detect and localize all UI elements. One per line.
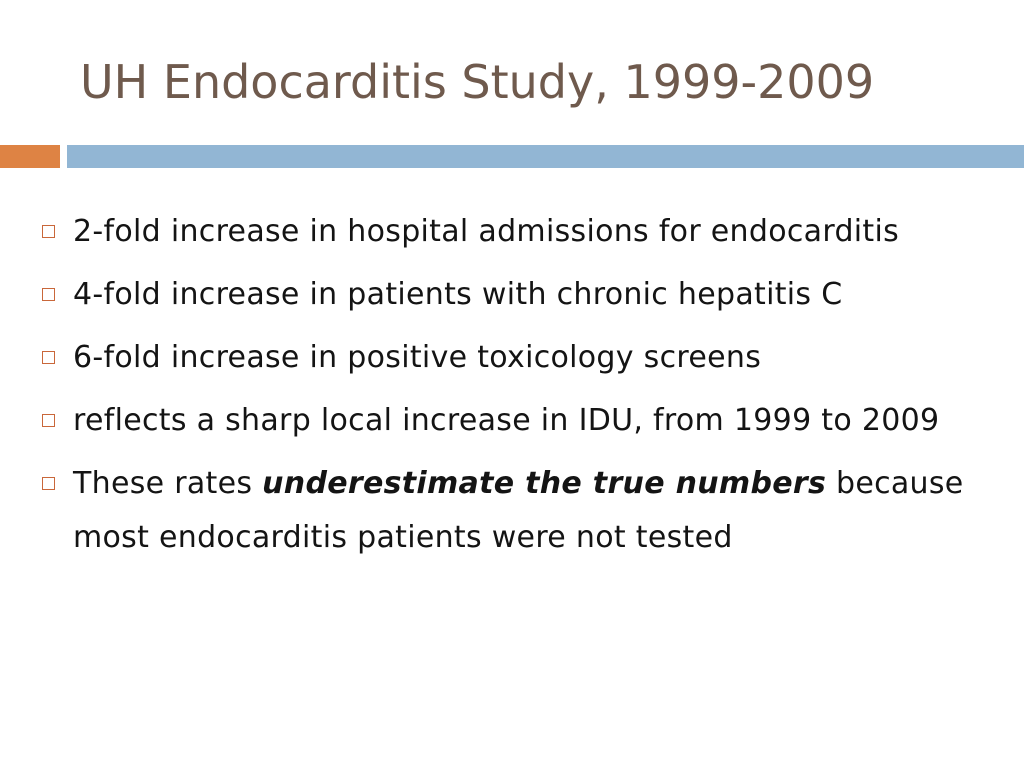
hollow-square-bullet-icon [42, 414, 55, 427]
bullet-item [40, 394, 1005, 448]
bullet-item [40, 268, 1005, 322]
bullet-item [40, 331, 1005, 385]
bullet-text: 6-fold increase in positive toxicology screens [73, 340, 762, 375]
bullet-item [40, 457, 1005, 565]
bullet-text: 4-fold increase in patients with chronic hepatitis C [73, 277, 843, 312]
title-accent-bar [0, 145, 60, 168]
title-rule-bar [67, 145, 1024, 168]
bullet-list [40, 205, 1005, 574]
bullet-text-emphasis: underestimate the true numbers [262, 466, 827, 501]
hollow-square-bullet-icon [42, 477, 55, 490]
bullet-text: 2-fold increase in hospital admissions for endocarditis [73, 214, 900, 249]
bullet-text-before: These rates [73, 466, 263, 501]
bullet-text-after: because most endocarditis patients were not tested [73, 466, 964, 555]
bullet-text: reflects a sharp local increase in IDU, from 1999 to 2009 [73, 403, 940, 438]
slide-title: UH Endocarditis Study, 1999-2009 [80, 55, 875, 109]
hollow-square-bullet-icon [42, 225, 55, 238]
bullet-item [40, 205, 1005, 259]
hollow-square-bullet-icon [42, 351, 55, 364]
hollow-square-bullet-icon [42, 288, 55, 301]
